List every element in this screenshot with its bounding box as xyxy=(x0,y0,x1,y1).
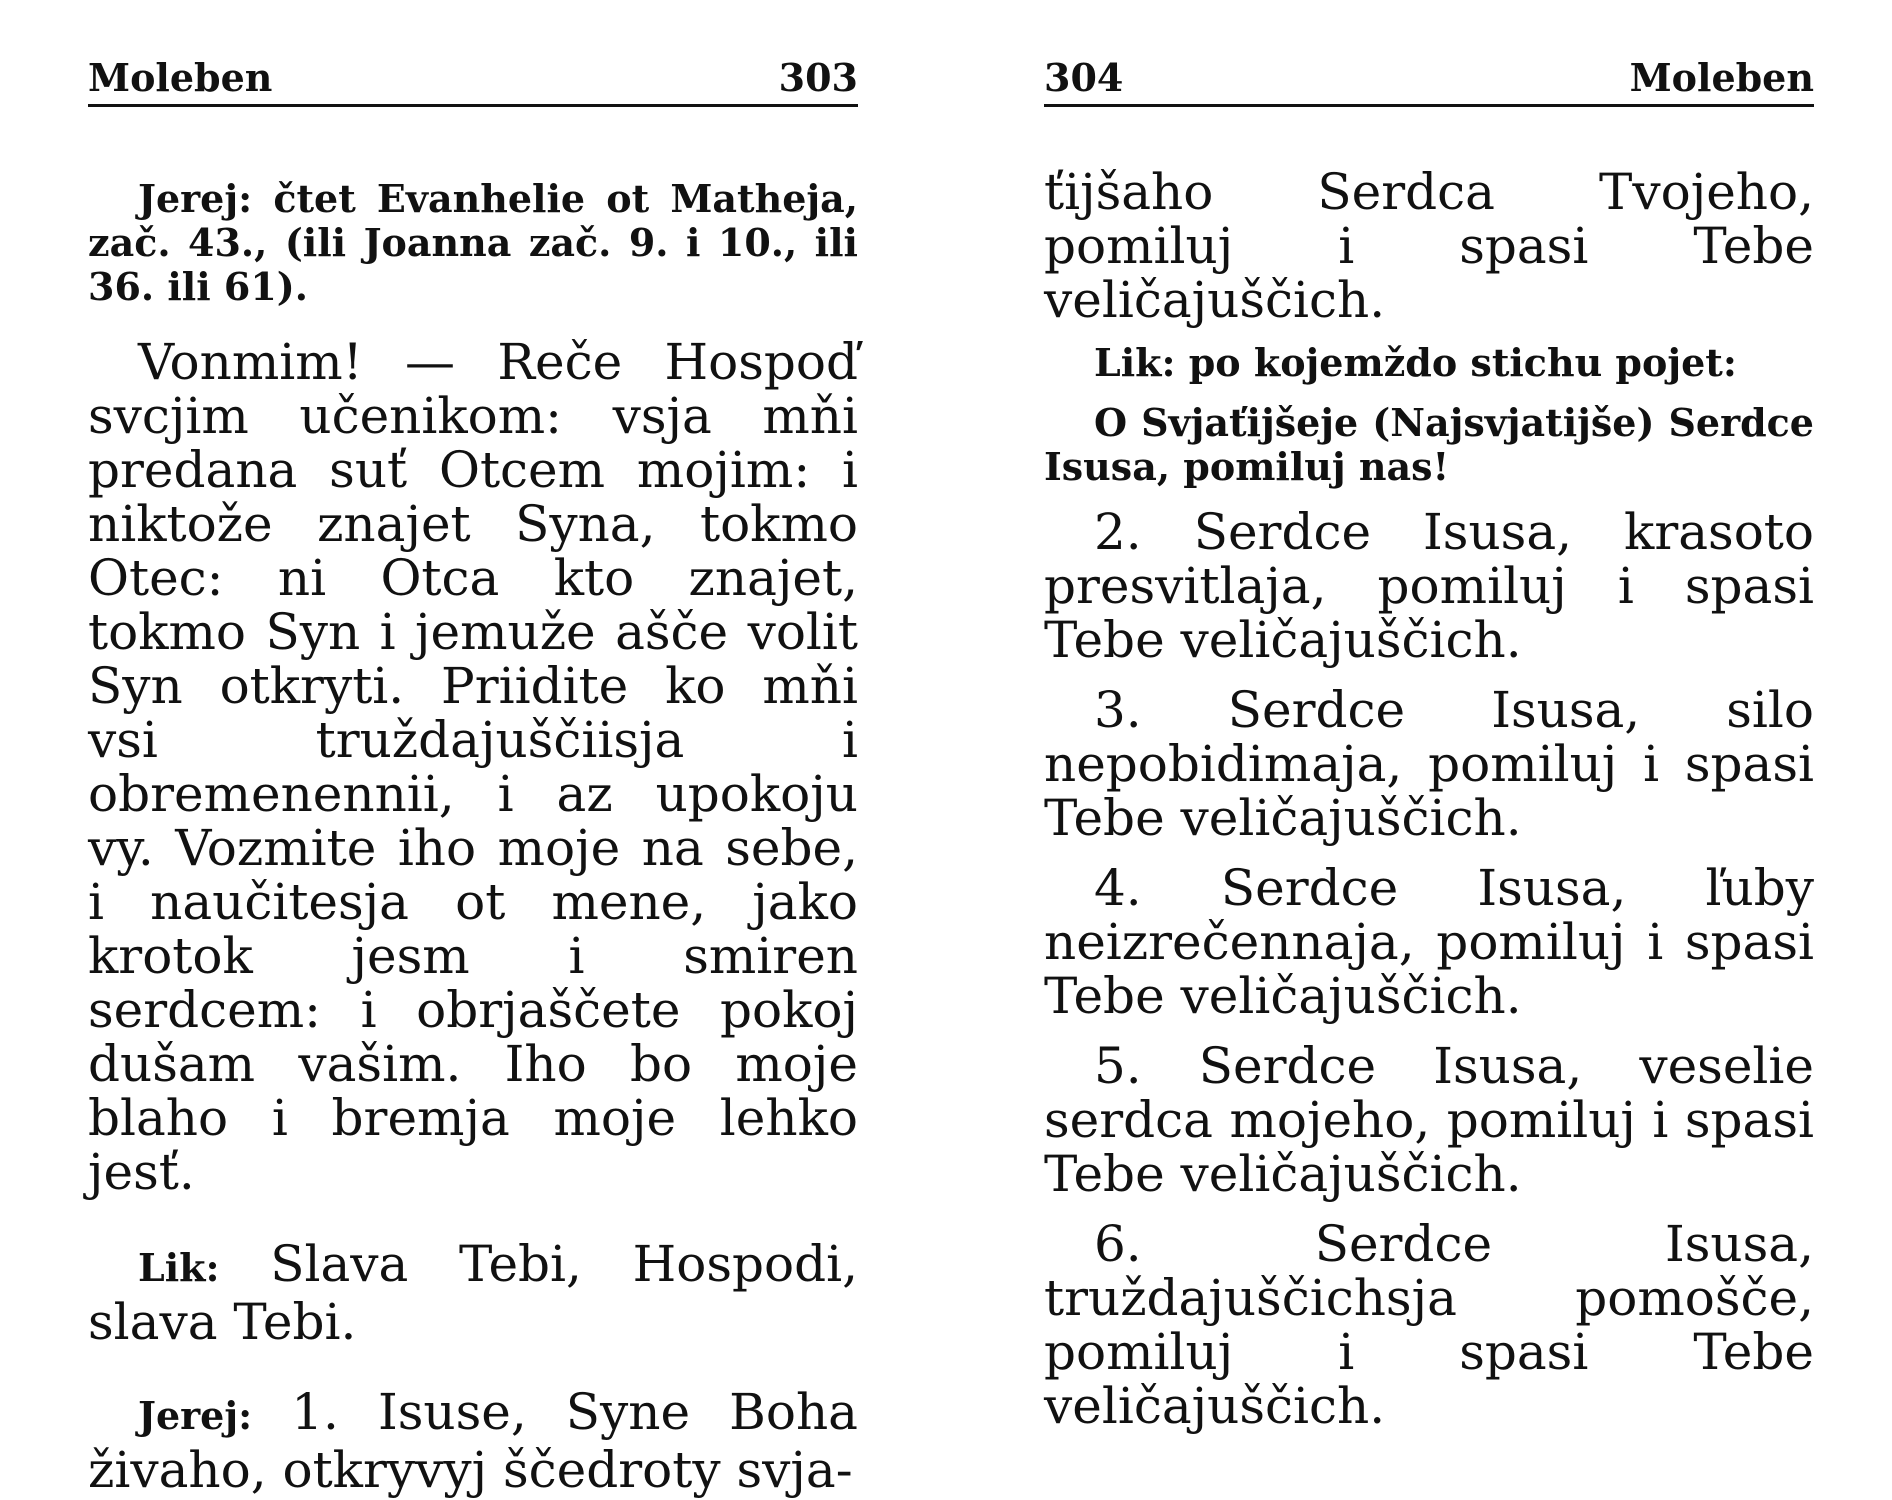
gospel-text-body: Vonmim! — Reče Hospoď svcjim učenikom: vsja mňi predana suť Otcem mojim: i niktože znajet Syna, tokmo Otec: ni Otca kto znajet, tokmo Syn i jemuže ašče volit Syn otkryti. Priidite ko mňi vsi truždajuščiisja i obremenennii, i az upokoju vy. Vozmite iho moje na sebe, i naučitesja ot mene, jako krotok jesm i smiren serdcem: i obrjaščete pokoj dušam vašim. Iho bo moje blaho i bremja moje lehko jesť. xyxy=(88,333,858,1201)
gospel-text xyxy=(88,335,858,1199)
lik-response xyxy=(88,1237,858,1349)
right-running-head xyxy=(1044,50,1814,107)
invocation-text: 2. Serdce Isusa, krasoto presvitlaja, pomiluj i spasi Tebe veličajuščich. xyxy=(1044,503,1814,669)
continuation-text: ťijšaho Serdca Tvojeho, pomiluj i spasi Tebe veličajuščich. xyxy=(1044,163,1814,329)
left-page xyxy=(88,0,858,1497)
invocation-2 xyxy=(1044,505,1814,667)
left-running-head xyxy=(88,50,858,107)
left-page-number: 303 xyxy=(778,55,858,100)
invocation-text: 6. Serdce Isusa, truždajuščichsja pomošče, pomiluj i spasi Tebe veličajuščich. xyxy=(1044,1215,1814,1435)
invocation-text: 3. Serdce Isusa, silo nepobidimaja, pomiluj i spasi Tebe veličajuščich. xyxy=(1044,681,1814,847)
right-header-title: Moleben xyxy=(1629,55,1814,100)
invocation-4 xyxy=(1044,861,1814,1023)
refrain xyxy=(1044,401,1814,489)
invocation-5 xyxy=(1044,1039,1814,1201)
invocation-text: 5. Serdce Isusa, veselie serdca mojeho, pomiluj i spasi Tebe veličajuščich. xyxy=(1044,1037,1814,1203)
right-page xyxy=(1044,0,1814,1433)
jerej-text: 1. Isuse, Syne Boha živaho, otkryvyj ščedroty svja- xyxy=(88,1383,858,1499)
invocation-text: 4. Serdce Isusa, ľuby neizrečennaja, pomiluj i spasi Tebe veličajuščich. xyxy=(1044,859,1814,1025)
invocation-6 xyxy=(1044,1217,1814,1433)
lik-rubric xyxy=(1044,341,1814,385)
reading-rubric-text: Jerej: čtet Evanhelie ot Matheja, zač. 43., (ili Joanna zač. 9. i 10., ili 36. ili 61). xyxy=(88,176,858,309)
lik-text: Slava Tebi, Hospodi, slava Tebi. xyxy=(88,1235,858,1351)
lik-rubric-text: Lik: po kojemždo stichu pojet: xyxy=(1094,340,1737,385)
refrain-text: O Svjaťijšeje (Najsvjatijše) Serdce Isusa, pomiluj nas! xyxy=(1044,400,1814,489)
jerej-invocation xyxy=(88,1385,858,1497)
reading-rubric xyxy=(88,177,858,309)
left-header-title: Moleben xyxy=(88,55,273,100)
lik-role: Lik: xyxy=(138,1245,220,1290)
jerej-role: Jerej: xyxy=(138,1393,253,1438)
invocation-3 xyxy=(1044,683,1814,845)
right-page-number: 304 xyxy=(1044,55,1124,100)
